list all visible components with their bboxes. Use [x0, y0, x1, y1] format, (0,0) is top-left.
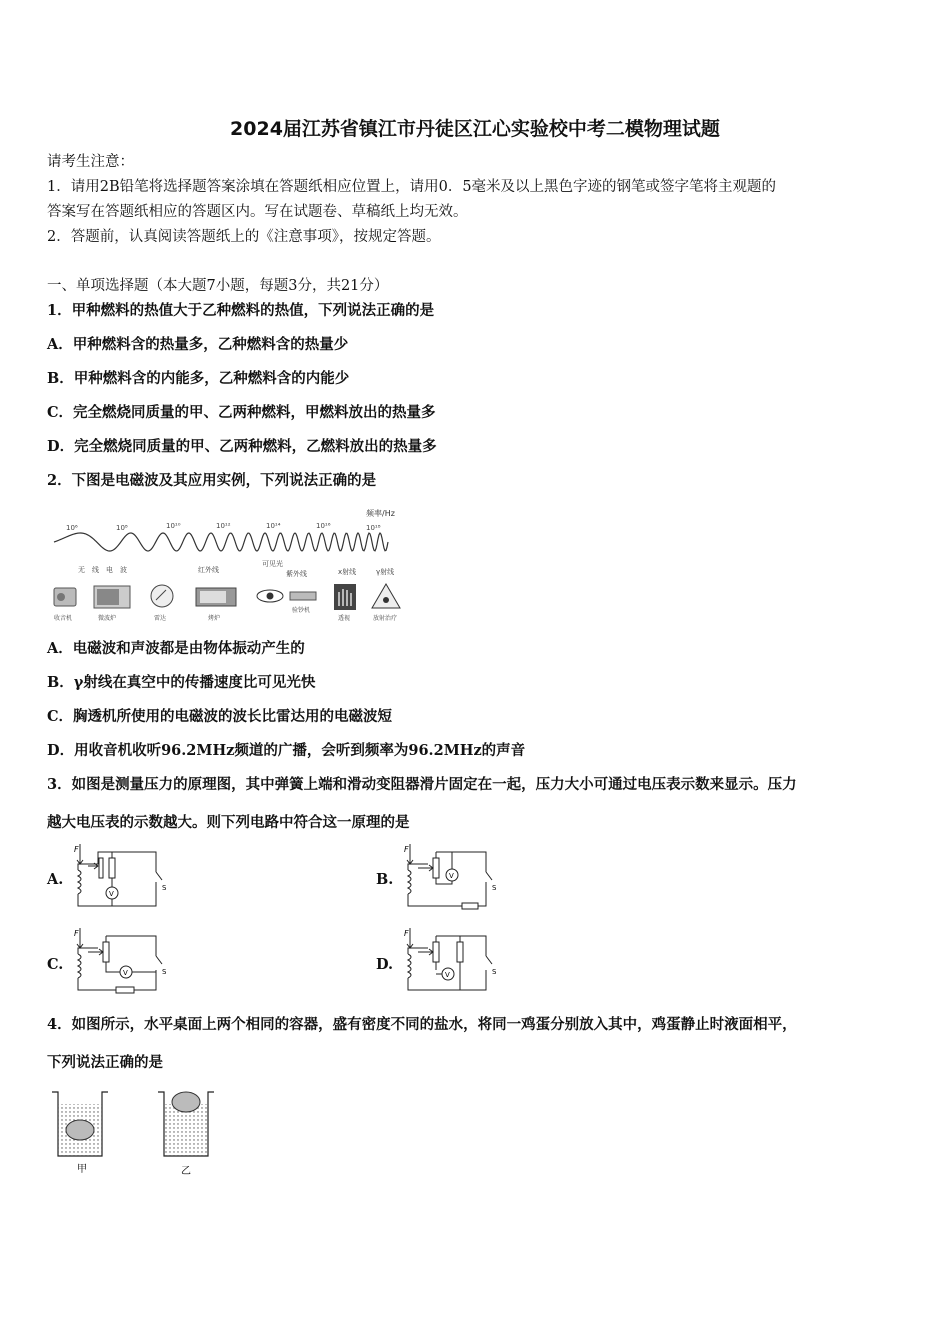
force-label: F — [74, 929, 79, 938]
eye-icon — [257, 590, 283, 602]
voltmeter-label: V — [123, 969, 128, 977]
force-label: F — [404, 845, 409, 854]
band-label: 紫外线 — [286, 570, 307, 578]
q1-stem: 1．甲种燃料的热值大于乙种燃料的热值，下列说法正确的是 — [47, 302, 435, 319]
section-heading: 一、单项选择题（本大题7小题，每题3分，共21分） — [47, 278, 389, 294]
label-yi: 乙 — [181, 1166, 191, 1177]
radar-icon — [151, 585, 173, 607]
app-label: 透视 — [338, 615, 351, 622]
app-label: 烤炉 — [208, 615, 221, 622]
exp-label: 10¹⁶ — [316, 522, 331, 530]
em-spectrum-figure — [48, 502, 418, 627]
q1-option-b: B．甲种燃料含的内能多，乙种燃料含的内能少 — [47, 370, 350, 387]
notice-line-1b: 答案写在答题纸相应的答题区内。写在试题卷、草稿纸上均无效。 — [47, 204, 468, 220]
microwave-icon — [94, 586, 130, 608]
q3-option-a: A. — [47, 871, 64, 888]
q2-option-b: B．γ射线在真空中的传播速度比可见光快 — [47, 674, 316, 691]
container-yi — [158, 1092, 214, 1156]
q1-option-d: D．完全燃烧同质量的甲、乙两种燃料，乙燃料放出的热量多 — [47, 438, 437, 455]
circuit-a — [72, 842, 172, 912]
switch-label: S — [492, 968, 497, 976]
freq-label: 频率/Hz — [366, 509, 395, 518]
app-label: 放射治疗 — [373, 615, 398, 622]
switch-label: S — [162, 884, 167, 892]
oven-icon — [196, 588, 236, 606]
q2-option-d: D．用收音机收听96.2MHz频道的广播，会听到频率为96.2MHz的声音 — [47, 742, 526, 759]
exp-label: 10¹⁰ — [166, 522, 181, 530]
q1-option-a: A．甲种燃料含的热量多，乙种燃料含的热量少 — [47, 336, 349, 353]
notice-heading: 请考生注意： — [47, 154, 134, 170]
xray-hand-icon — [334, 584, 356, 610]
q3-stem-2: 越大电压表的示数越大。则下列电路中符合这一原理的是 — [47, 814, 410, 831]
voltmeter-label: V — [449, 872, 454, 880]
q2-option-c: C．胸透机所使用的电磁波的波长比雷达用的电磁波短 — [47, 708, 393, 725]
egg-containers-figure — [48, 1086, 228, 1181]
notice-line-2: 2．答题前，认真阅读答题纸上的《注意事项》，按规定答题。 — [47, 229, 441, 245]
q4-stem-1: 4．如图所示，水平桌面上两个相同的容器，盛有密度不同的盐水，将同一鸡蛋分别放入其中，鸡蛋静止时液面相平， — [47, 1016, 797, 1033]
q3-option-b: B. — [376, 871, 394, 888]
force-label: F — [74, 845, 79, 854]
app-label: 验钞机 — [292, 607, 311, 614]
wave-curve — [54, 533, 388, 551]
exp-label: 10⁸ — [116, 524, 128, 532]
circuit-d — [402, 926, 502, 996]
q3-stem-1: 3．如图是测量压力的原理图，其中弹簧上端和滑动变阻器滑片固定在一起，压力大小可通过电压表示数来显示。压力 — [47, 776, 797, 793]
circuit-b — [402, 842, 502, 912]
notice-line-1a: 1．请用2B铅笔将选择题答案涂填在答题纸相应位置上，请用0．5毫米及以上黑色字迹的钢笔或签字笔将主观题的 — [47, 179, 777, 195]
voltmeter-label: V — [445, 971, 450, 979]
q2-stem: 2．下图是电磁波及其应用实例，下列说法正确的是 — [47, 472, 377, 489]
switch-label: S — [162, 968, 167, 976]
money-checker-icon — [290, 592, 316, 600]
radio-icon — [54, 588, 76, 606]
exp-label: 10¹⁸ — [366, 524, 381, 532]
page-title: 2024届江苏省镇江市丹徒区江心实验校中考二模物理试题 — [230, 118, 720, 140]
app-label: 微波炉 — [98, 615, 117, 622]
label-jia: 甲 — [77, 1164, 87, 1175]
exp-label: 10¹² — [216, 522, 231, 530]
app-label: 雷达 — [154, 615, 167, 622]
app-label: 收音机 — [54, 615, 73, 622]
q3-option-d: D. — [376, 956, 394, 973]
circuit-c — [72, 926, 172, 996]
q1-option-c: C．完全燃烧同质量的甲、乙两种燃料，甲燃料放出的热量多 — [47, 404, 436, 421]
q4-stem-2: 下列说法正确的是 — [47, 1054, 163, 1071]
band-label: 可见光 — [262, 560, 283, 568]
band-label: 无 线 电 波 — [78, 566, 127, 574]
band-label: x射线 — [338, 568, 357, 576]
band-label: 红外线 — [198, 566, 219, 574]
exp-label: 10¹⁴ — [266, 522, 281, 530]
band-label: γ射线 — [376, 568, 395, 576]
voltmeter-label: V — [109, 890, 114, 898]
force-label: F — [404, 929, 409, 938]
exp-label: 10⁶ — [66, 524, 78, 532]
radiation-icon — [372, 584, 400, 608]
container-jia — [52, 1092, 108, 1156]
q2-option-a: A．电磁波和声波都是由物体振动产生的 — [47, 640, 305, 657]
q3-option-c: C. — [47, 956, 64, 973]
switch-label: S — [492, 884, 497, 892]
